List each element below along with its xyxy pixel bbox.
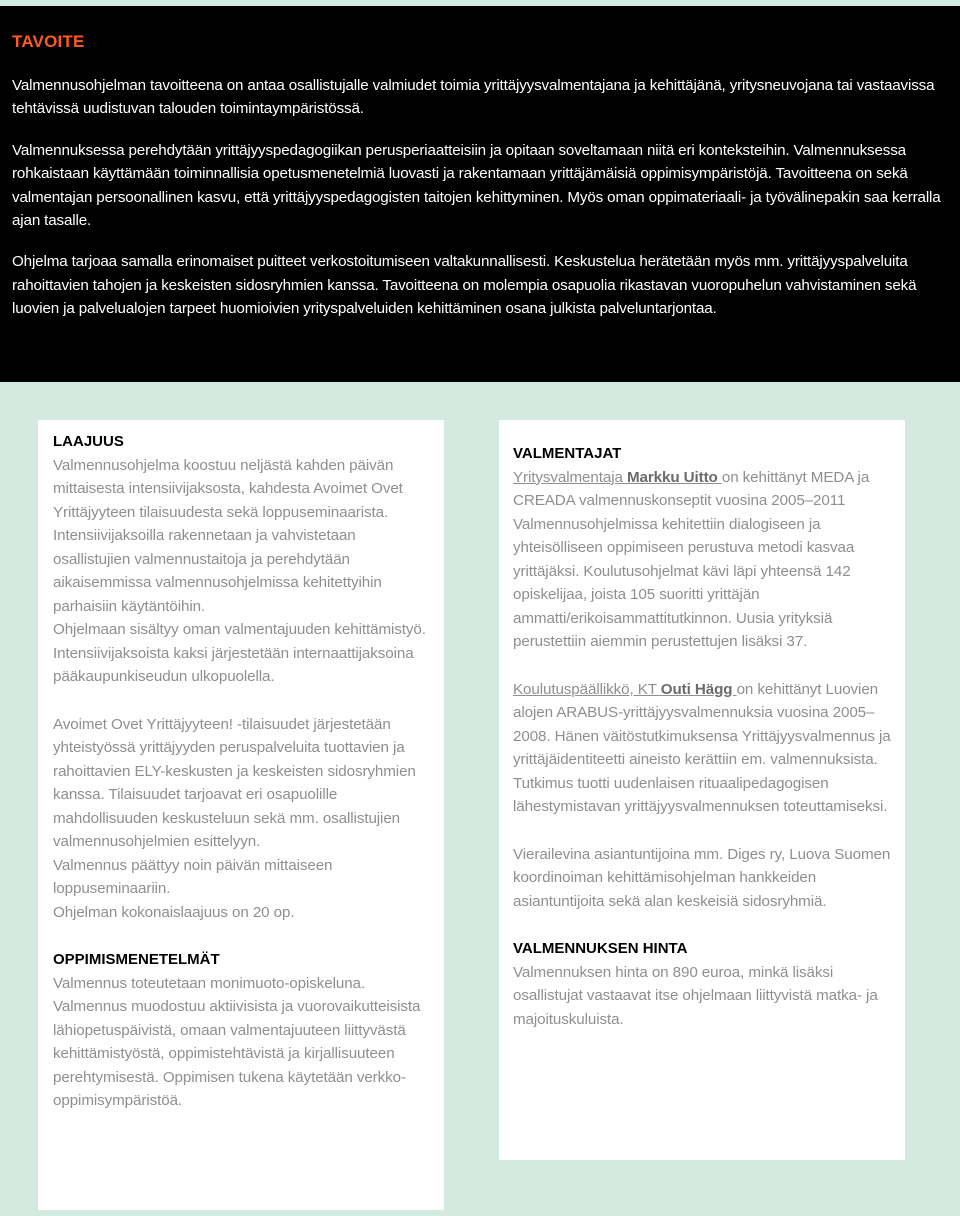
spacer xyxy=(53,924,430,948)
valmentaja-markku-paragraph xyxy=(513,466,891,654)
outi-role: Koulutuspäällikkö, KT xyxy=(513,680,661,698)
oppimismenetelmat-heading: OPPIMISMENETELMÄT xyxy=(53,951,220,968)
laajuus-paragraph-6: Ohjelman kokonaislaajuus on 20 op. xyxy=(53,903,295,921)
laajuus-paragraph-1: Valmennusohjelma koostuu neljästä kahden päivän mittaisesta intensiivijaksosta, kahdesta Avoimet Ovet Yrittäjyyteen tilaisuudesta sekä loppuseminaarista. xyxy=(53,456,403,521)
outi-name: Outi Hägg xyxy=(660,680,737,698)
markku-name: Markku Uitto xyxy=(626,468,722,486)
right-card xyxy=(499,420,905,1160)
outi-hagg-link[interactable] xyxy=(513,681,737,698)
spacer xyxy=(513,819,891,843)
markku-role: Yritysvalmentaja xyxy=(513,468,627,486)
tavoite-section xyxy=(0,6,960,382)
tavoite-paragraph-1: Valmennusohjelman tavoitteena on antaa osallistujalle valmiudet toimia yrittäjyysvalmentajana ja kehittäjänä, yritysneuvojana tai vastaavissa tehtävissä uudistuvan talouden toimintaympäristössä. xyxy=(12,77,935,118)
vierailevat-paragraph: Vierailevina asiantuntijoina mm. Diges ry, Luova Suomen koordinoiman kehittämisohjelman hankkeiden asiantuntijoita sekä alan keskeisiä sidosryhmiä. xyxy=(513,845,891,910)
oppimismenetelmat-text-2: Oppimisen tukena käytetään verkko-oppimisympäristöä. xyxy=(53,1068,406,1109)
tavoite-paragraph-3: Ohjelma tarjoaa samalla erinomaiset puitteet verkostoitumiseen valtakunnallisesti. Keskustelua herätetään myös mm. yrittäjyyspalveluita rahoittavien tahojen ja keskeisten sidosryhmien kanssa. Tavoitteena on molempia osapuolia rikastavan vuoropuhelun vahvistaminen sekä luovien ja palvelualojen tarpeet huomioivien yrityspalveluiden kehittäminen osana julkista palveluntarjontaa. xyxy=(12,253,917,318)
laajuus-paragraph-3: Ohjelmaan sisältyy oman valmentajuuden kehittämistyö. Intensiivijaksoista kaksi järjestetään internaattijaksoina pääkaupunkiseudun ulkopuolella. xyxy=(53,621,426,685)
laajuus-paragraph-2: Intensiivijaksoilla rakennetaan ja vahvistetaan osallistujien valmennustaitoja ja perehdytään aikaisemmissa valmennusohjelmissa kehitettyihin parhaisiin käytäntöihin. xyxy=(53,527,382,615)
spacer xyxy=(513,654,891,678)
oppimismenetelmat-text-1: Valmennus toteutetaan monimuoto-opiskeluna. Valmennus muodostuu aktiivisista ja vuorovaikutteisista lähiopetuspäivistä, omaan valmentajuuteen liittyvästä kehittämistyöstä, oppimistehtävistä ja kirjallisuuteen perehtymisestä. xyxy=(53,974,421,1086)
valmentajat-heading: VALMENTAJAT xyxy=(513,445,622,462)
hinta-paragraph: Valmennuksen hinta on 890 euroa, minkä lisäksi osallistujat vastaavat itse ohjelmaan liittyvistä matka- ja majoituskuluista. xyxy=(513,963,878,1028)
laajuus-paragraph-4: Avoimet Ovet Yrittäjyyteen! -tilaisuudet järjestetään yhteistyössä yrittäjyyden peruspalveluita tuottavien ja rahoittavien ELY-keskusten ja keskeisten sidosryhmien kanssa. Tilaisuudet tarjoavat eri osapuolille mahdollisuuden keskusteluun sekä mm. osallistujien valmennusohjelmien esittelyyn. xyxy=(53,715,416,850)
laajuus-heading: LAAJUUS xyxy=(53,433,124,450)
left-card xyxy=(38,420,444,1210)
hinta-heading: VALMENNUKSEN HINTA xyxy=(513,940,688,957)
spacer xyxy=(53,689,430,713)
tavoite-heading: TAVOITE xyxy=(12,32,85,51)
spacer xyxy=(513,913,891,937)
markku-text: on kehittänyt MEDA ja CREADA valmennuskonseptit vuosina 2005–2011 Valmennusohjelmissa kehitettiin dialogiseen ja yhteisölliseen oppimiseen perustuva metodi kasvaa yrittäjäksi. Koulutusohjelmat kävi läpi yhteensä 142 opiskelijaa, joista 105 suoritti yrittäjän ammatti/erikoisammattitutkinnon. Uusia yrityksiä perustettiin aiemmin perustettujen lisäksi 37. xyxy=(513,468,870,650)
laajuus-paragraph-5: Valmennus päättyy noin päivän mittaiseen loppuseminaariin. xyxy=(53,856,333,897)
outi-text: on kehittänyt Luovien alojen ARABUS-yrittäjyysvalmennuksia vuosina 2005–2008. Hänen väitöstutkimuksensa Yrittäjyysvalmennus ja yrittäjäidentiteetti aineisto kerättiin em. valmennuksista. Tutkimus tuotti uudenlaisen rituaalipedagogisen lähestymistavan yrittäjyysvalmennuksen toteuttamiseksi. xyxy=(513,680,891,815)
tavoite-paragraph-2: Valmennuksessa perehdytään yrittäjyyspedagogiikan perusperiaatteisiin ja opitaan soveltamaan niitä eri konteksteihin. Valmennuksessa rohkaistaan käyttämään toiminnallisia opetusmenetelmiä luovasti ja rakentamaan yrittäjämäisiä oppimisympäristöjä. Tavoitteena on sekä valmentajan persoonallinen kasvu, että yrittäjyyspedagogisten taitojen kehittyminen. Myös oman oppimateriaali- ja työvälinepakin saa kerralla ajan tasalle. xyxy=(12,141,941,230)
valmentaja-outi-paragraph xyxy=(513,678,891,819)
markku-uitto-link[interactable] xyxy=(513,469,722,486)
oppimismenetelmat-paragraph xyxy=(53,972,430,1113)
